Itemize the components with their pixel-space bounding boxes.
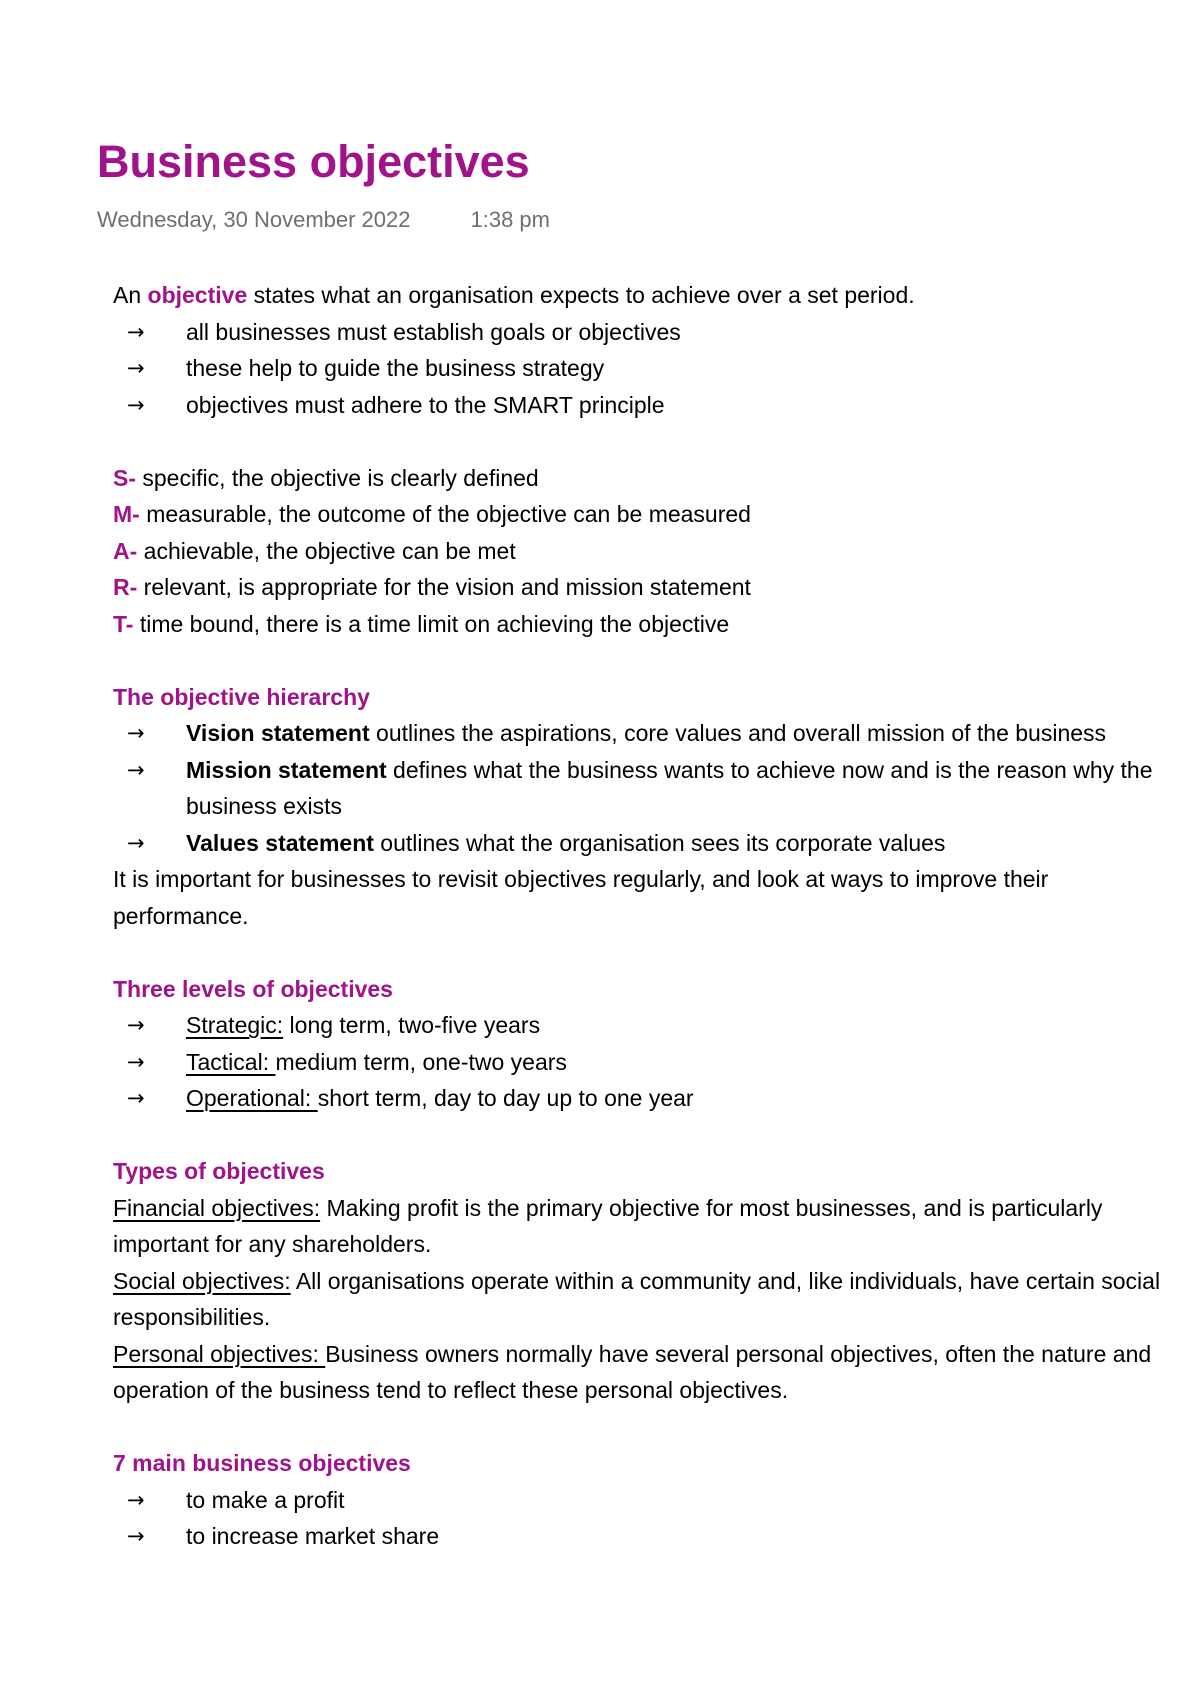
list-item: → Strategic: long term, two-five years — [113, 1007, 1173, 1044]
section-heading-hierarchy: The objective hierarchy — [113, 683, 370, 710]
arrow-icon: → — [127, 1086, 145, 1110]
arrow-icon: → — [127, 1487, 145, 1512]
arrow-icon: → — [127, 319, 145, 344]
spacer — [113, 423, 1173, 460]
section-heading-levels: Three levels of objectives — [113, 975, 393, 1002]
arrow-icon: → — [127, 356, 145, 380]
arrow-icon: → — [127, 1049, 145, 1074]
spacer — [113, 642, 1173, 679]
arrow-icon: → — [127, 1524, 145, 1548]
page-title: Business objectives — [97, 136, 530, 187]
section-heading-main-objectives: 7 main business objectives — [113, 1450, 411, 1476]
arrow-icon: → — [127, 757, 145, 782]
list-item: → Vision statement outlines the aspirations, core values and overall mission of the business — [113, 715, 1173, 752]
spacer — [113, 1117, 1173, 1154]
list-item: → Operational: short term, day to day up to one year — [113, 1080, 1173, 1117]
smart-item: T- time bound, there is a time limit on achieving the objective — [113, 610, 730, 637]
list-item: → to make a profit — [113, 1482, 1173, 1519]
arrow-icon: → — [127, 1013, 145, 1037]
list-item: → these help to guide the business strategy — [113, 350, 1173, 387]
hierarchy-note: It is important for businesses to revisit objectives regularly, and look at ways to improve their performance. — [113, 866, 1049, 929]
type-paragraph: Social objectives: All organisations operate within a community and, like individuals, have certain social responsibilities. — [113, 1267, 1161, 1330]
section-heading-types: Types of objectives — [113, 1158, 325, 1184]
type-paragraph: Personal objectives: Business owners normally have several personal objectives, often the nature and operation of the business tend to reflect these personal objectives. — [113, 1340, 1152, 1403]
intro-paragraph: An objective states what an organisation expects to achieve over a set period. — [113, 282, 915, 308]
note-body — [113, 277, 1173, 1555]
list-item: → objectives must adhere to the SMART principle — [113, 387, 1173, 424]
type-paragraph: Financial objectives: Making profit is the primary objective for most businesses, and is particularly important for any shareholders. — [113, 1194, 1103, 1257]
smart-item: A- achievable, the objective can be met — [113, 537, 516, 564]
smart-item: M- measurable, the outcome of the objective can be measured — [113, 501, 751, 527]
arrow-icon: → — [127, 721, 145, 745]
list-item: → Tactical: medium term, one-two years — [113, 1044, 1173, 1081]
smart-item: S- specific, the objective is clearly defined — [113, 464, 539, 491]
list-item: → Mission statement defines what the business wants to achieve now and is the reason why the business exists — [113, 752, 1173, 825]
note-metadata — [97, 205, 550, 235]
spacer — [113, 934, 1173, 971]
objective-term: objective — [147, 282, 248, 308]
smart-item: R- relevant, is appropriate for the vision and mission statement — [113, 574, 751, 600]
spacer — [113, 1409, 1173, 1446]
list-item: → Values statement outlines what the organisation sees its corporate values — [113, 825, 1173, 862]
arrow-icon: → — [127, 392, 145, 417]
note-date: Wednesday, 30 November 2022 — [97, 207, 411, 232]
list-item: → to increase market share — [113, 1518, 1173, 1555]
list-item: → all businesses must establish goals or objectives — [113, 314, 1173, 351]
note-time: 1:38 pm — [470, 207, 550, 232]
arrow-icon: → — [127, 830, 145, 855]
